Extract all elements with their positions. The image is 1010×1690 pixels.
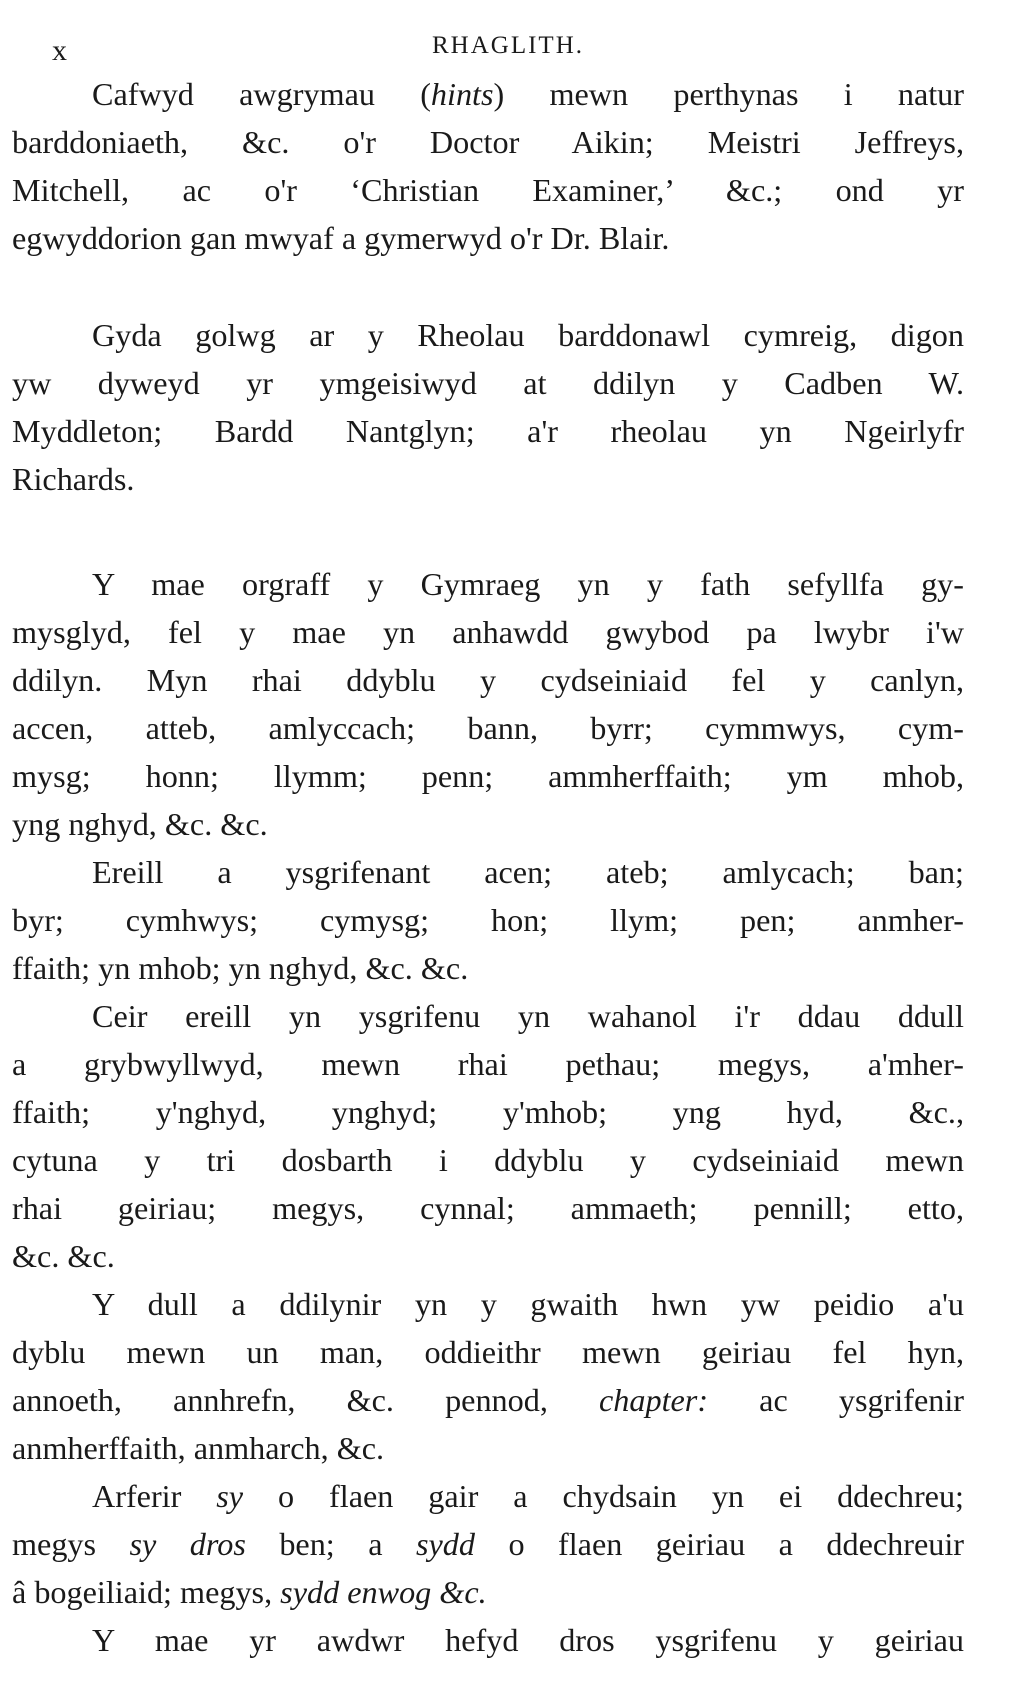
text-line: Ceir ereill yn ysgrifenu yn wahanol i'r ddau ddull [92, 998, 964, 1034]
paragraph [12, 992, 964, 1280]
text-line: â bogeiliaid; megys, sydd enwog &c. [12, 1574, 487, 1610]
text-line: Cafwyd awgrymau (hints) mewn perthynas i natur [92, 76, 964, 112]
running-head: RHAGLITH. [431, 32, 584, 59]
text-line: cytuna y tri dosbarth i ddyblu y cydseiniaid mewn [12, 1142, 964, 1178]
paragraph [12, 1472, 965, 1616]
text-line: a grybwyllwyd, mewn rhai pethau; megys, a'mher- [12, 1046, 964, 1082]
body-text [12, 70, 965, 1664]
text-line: mysglyd, fel y mae yn anhawdd gwybod pa lwybr i'w [12, 614, 964, 650]
text-line: Y dull a ddilynir yn y gwaith hwn yw peidio a'u [92, 1286, 964, 1322]
paragraph [12, 560, 964, 848]
italic-term: sy [216, 1478, 244, 1514]
text-line: Y mae yr awdwr hefyd dros ysgrifenu y geiriau [92, 1622, 964, 1658]
text-line: megys sy dros ben; a sydd o flaen geiriau a ddechreuir [12, 1526, 965, 1562]
text-line: ddilyn. Myn rhai ddyblu y cydseiniaid fel y canlyn, [12, 662, 964, 698]
text-line: rhai geiriau; megys, cynnal; ammaeth; pennill; etto, [12, 1190, 964, 1226]
paragraph [12, 848, 964, 992]
text-line: byr; cymhwys; cymysg; hon; llym; pen; anmher- [12, 902, 964, 938]
text-line: ffaith; yn mhob; yn nghyd, &c. &c. [12, 950, 469, 986]
paragraph [12, 1280, 964, 1472]
text-line: yng nghyd, &c. &c. [12, 806, 268, 842]
text-line: Ereill a ysgrifenant acen; ateb; amlycach; ban; [92, 854, 964, 890]
page-number: x [52, 34, 68, 67]
text-line: Arferir sy o flaen gair a chydsain yn ei ddechreu; [92, 1478, 964, 1514]
text-line: yw dyweyd yr ymgeisiwyd at ddilyn y Cadben W. [12, 365, 964, 401]
text-line: Richards. [12, 461, 135, 497]
text-line: accen, atteb, amlyccach; bann, byrr; cymmwys, cym- [12, 710, 964, 746]
text-line: mysg; honn; llymm; penn; ammherffaith; ym mhob, [12, 758, 964, 794]
text-line: Myddleton; Bardd Nantglyn; a'r rheolau yn Ngeirlyfr [12, 413, 964, 449]
text-line: Gyda golwg ar y Rheolau barddonawl cymreig, digon [92, 317, 964, 353]
italic-term: sydd [415, 1526, 475, 1562]
paragraph [12, 311, 964, 503]
text-line: Mitchell, ac o'r ‘Christian Examiner,’ &c.; ond yr [12, 172, 964, 208]
text-line: &c. &c. [12, 1238, 115, 1274]
italic-term: chapter: [599, 1382, 709, 1418]
text-line: dyblu mewn un man, oddieithr mewn geiriau fel hyn, [12, 1334, 964, 1370]
text-line: anmherffaith, anmharch, &c. [12, 1430, 385, 1466]
book-page [12, 28, 965, 1664]
text-line: barddoniaeth, &c. o'r Doctor Aikin; Meistri Jeffreys, [12, 124, 964, 160]
page-header [52, 28, 964, 70]
text-line: ffaith; y'nghyd, ynghyd; y'mhob; yng hyd, &c., [12, 1094, 964, 1130]
italic-term: hints [430, 76, 494, 112]
text-line: Y mae orgraff y Gymraeg yn y fath sefyllfa gy- [92, 566, 964, 602]
text-line: annoeth, annhrefn, &c. pennod, chapter: ac ysgrifenir [12, 1382, 964, 1418]
paragraph [52, 1616, 964, 1664]
italic-term: sydd enwog &c. [280, 1574, 487, 1610]
text-line: egwyddorion gan mwyaf a gymerwyd o'r Dr. Blair. [12, 220, 670, 256]
italic-term: sy dros [129, 1526, 246, 1562]
paragraph [12, 70, 964, 262]
